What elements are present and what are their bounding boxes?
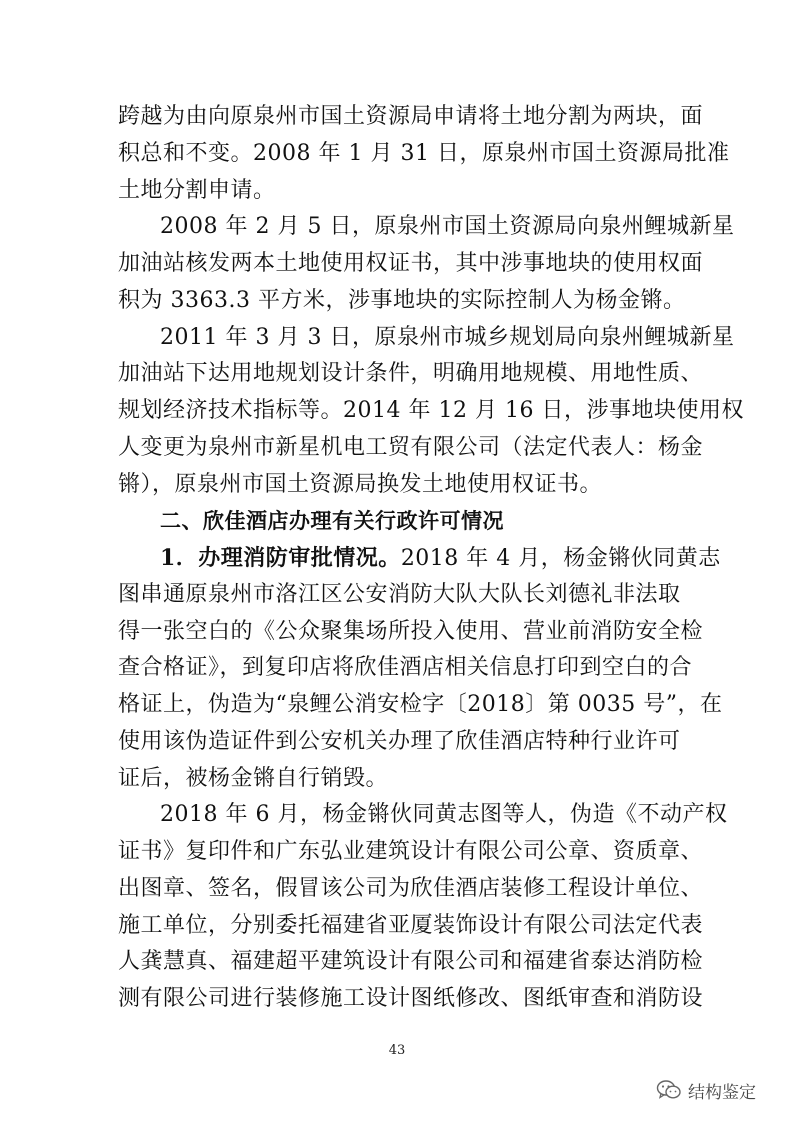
body-line: 证书》复印件和广东弘业建筑设计有限公司公章、资质章、 <box>118 839 704 864</box>
watermark <box>656 1076 756 1104</box>
body-line: 查合格证》，到复印店将欣佳酒店相关信息打印到空白的合 <box>118 655 693 680</box>
body-line: 人龚慧真、福建超平建筑设计有限公司和福建省泰达消防检 <box>118 949 704 974</box>
body-line: 加油站核发两本土地使用权证书，其中涉事地块的使用权面 <box>118 251 704 276</box>
body-line: 施工单位，分别委托福建省亚厦装饰设计有限公司法定代表 <box>118 913 704 938</box>
body-line: 积为 3363.3 平方米，涉事地块的实际控制人为杨金锵。 <box>118 288 686 313</box>
body-line: 出图章、签名，假冒该公司为欣佳酒店装修工程设计单位、 <box>118 876 704 901</box>
body-line: 使用该伪造证件到公安机关办理了欣佳酒店特种行业许可 <box>118 729 681 754</box>
body-line: 加油站下达用地规划设计条件，明确用地规模、用地性质、 <box>118 361 704 386</box>
body-line: 图串通原泉州市洛江区公安消防大队大队长刘德礼非法取 <box>118 582 681 607</box>
body-line: 2018 年 4 月，杨金锵伙同黄志 <box>400 546 721 571</box>
body-line: 2018 年 6 月，杨金锵伙同黄志图等人，伪造《不动产权 <box>160 802 728 827</box>
body-line: 2008 年 2 月 5 日，原泉州市国土资源局向泉州鲤城新星 <box>160 214 735 239</box>
body-line: 证后，被杨金锵自行销毁。 <box>118 766 389 791</box>
body-line: 锵），原泉州市国土资源局换发土地使用权证书。 <box>118 472 603 497</box>
body-line: 跨越为由向原泉州市国土资源局申请将土地分割为两块，面 <box>118 104 704 129</box>
body-line: 积总和不变。2008 年 1 月 31 日，原泉州市国土资源局批准 <box>118 141 730 166</box>
body-line: 格证上，伪造为“泉鲤公消安检字〔2018〕第 0035 号”，在 <box>118 692 723 717</box>
body-line: 得一张空白的《公众聚集场所投入使用、营业前消防安全检 <box>118 619 704 644</box>
body-line: 规划经济技术指标等。2014 年 12 月 16 日，涉事地块使用权 <box>118 398 744 423</box>
body-line: 人变更为泉州市新星机电工贸有限公司（法定代表人：杨金 <box>118 435 704 460</box>
wechat-icon <box>656 1078 682 1102</box>
subsection-label: 1．办理消防审批情况。 <box>160 545 401 571</box>
section-heading: 二、欣佳酒店办理有关行政许可情况 <box>160 509 504 533</box>
body-line: 2011 年 3 月 3 日，原泉州市城乡规划局向泉州鲤城新星 <box>160 325 735 350</box>
page-number: 43 <box>388 1043 406 1058</box>
subsection-first-line <box>160 543 721 573</box>
body-line: 测有限公司进行装修施工设计图纸修改、图纸审查和消防设 <box>118 986 704 1011</box>
watermark-text: 结构鉴定 <box>688 1082 756 1103</box>
body-line: 土地分割申请。 <box>118 178 276 203</box>
